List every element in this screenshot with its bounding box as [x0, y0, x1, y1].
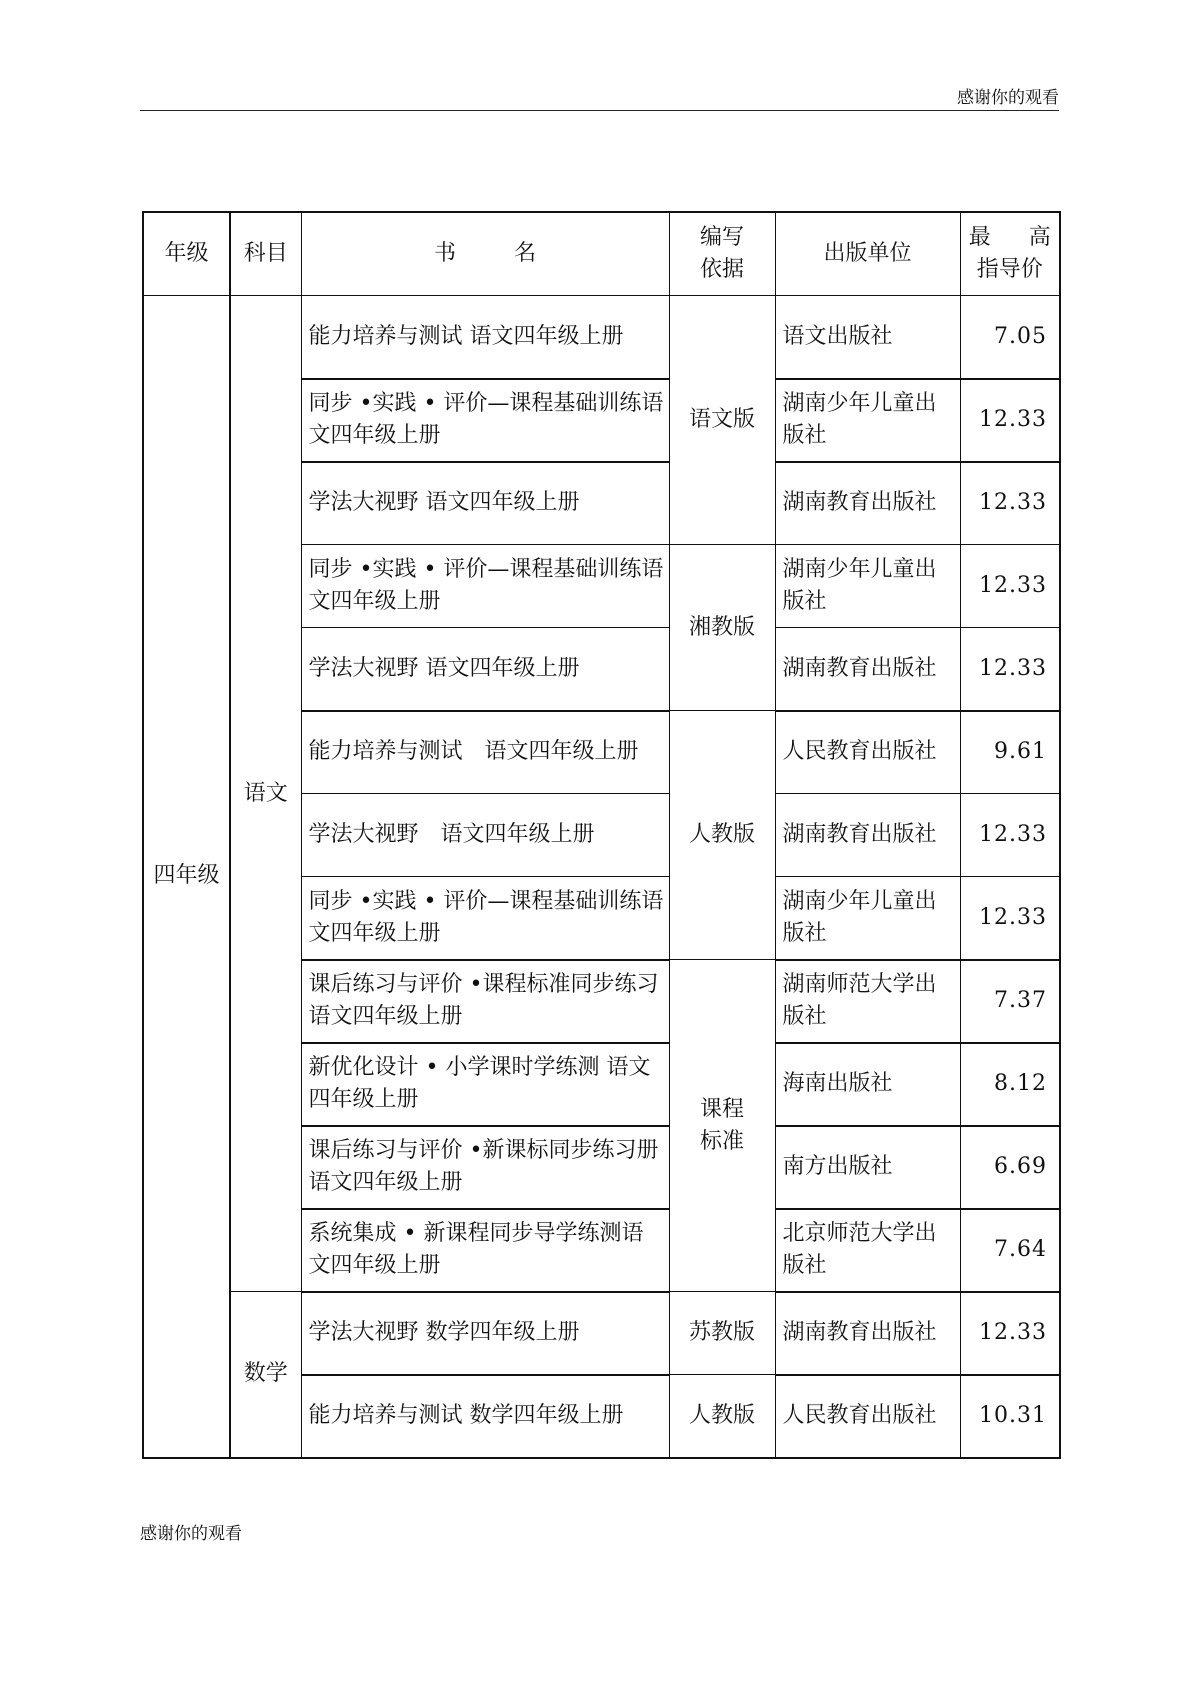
table-row [143, 1292, 1060, 1375]
price-cell: 12.33 [960, 1292, 1060, 1375]
publisher-cell: 湖南教育出版社 [775, 462, 960, 545]
publisher-cell: 海南出版社 [775, 1043, 960, 1126]
book-title-cell: 同步 •实践 • 评价—课程基础训练语文四年级上册 [301, 545, 669, 628]
table-header-row [143, 212, 1060, 296]
header-basis: 编写 依据 [669, 212, 775, 296]
price-cell: 9.61 [960, 711, 1060, 794]
book-title-cell: 能力培养与测试 语文四年级上册 [301, 711, 669, 794]
price-cell: 12.33 [960, 462, 1060, 545]
publisher-cell: 北京师范大学出版社 [775, 1209, 960, 1292]
book-title-cell: 学法大视野 语文四年级上册 [301, 628, 669, 711]
publisher-cell: 南方出版社 [775, 1126, 960, 1209]
price-cell: 12.33 [960, 628, 1060, 711]
header-book-title: 书 名 [301, 212, 669, 296]
book-title-cell: 同步 •实践 • 评价—课程基础训练语文四年级上册 [301, 877, 669, 960]
publisher-cell: 湖南少年儿童出版社 [775, 545, 960, 628]
publisher-cell: 湖南教育出版社 [775, 628, 960, 711]
publisher-cell: 人民教育出版社 [775, 711, 960, 794]
basis-cell: 课程标准 [669, 960, 775, 1292]
price-cell: 12.33 [960, 379, 1060, 462]
publisher-cell: 湖南教育出版社 [775, 1292, 960, 1375]
basis-cell: 人教版 [669, 711, 775, 960]
book-title-cell: 课后练习与评价 •课程标准同步练习 语文四年级上册 [301, 960, 669, 1043]
price-cell: 10.31 [960, 1375, 1060, 1458]
price-cell: 6.69 [960, 1126, 1060, 1209]
header-publisher: 出版单位 [775, 212, 960, 296]
book-title-cell: 课后练习与评价 •新课标同步练习册 语文四年级上册 [301, 1126, 669, 1209]
basis-cell: 湘教版 [669, 545, 775, 711]
publisher-cell: 湖南教育出版社 [775, 794, 960, 877]
basis-cell: 人教版 [669, 1375, 775, 1458]
book-title-cell: 系统集成 • 新课程同步导学练测语文四年级上册 [301, 1209, 669, 1292]
book-title-cell: 学法大视野 语文四年级上册 [301, 794, 669, 877]
price-cell: 12.33 [960, 877, 1060, 960]
grade-cell: 四年级 [143, 296, 230, 1458]
price-cell: 12.33 [960, 794, 1060, 877]
book-title-cell: 学法大视野 语文四年级上册 [301, 462, 669, 545]
page-header-text: 感谢你的观看 [957, 88, 1059, 108]
price-cell: 7.05 [960, 296, 1060, 379]
publisher-cell: 湖南少年儿童出版社 [775, 877, 960, 960]
book-title-cell: 新优化设计 • 小学课时学练测 语文四年级上册 [301, 1043, 669, 1126]
textbook-price-table [142, 211, 1061, 1459]
publisher-cell: 湖南少年儿童出版社 [775, 379, 960, 462]
price-cell: 8.12 [960, 1043, 1060, 1126]
price-cell: 7.64 [960, 1209, 1060, 1292]
basis-cell: 苏教版 [669, 1292, 775, 1375]
header-grade: 年级 [143, 212, 230, 296]
header-subject: 科目 [230, 212, 301, 296]
subject-cell-chinese: 语文 [230, 296, 301, 1292]
subject-cell-math: 数学 [230, 1292, 301, 1458]
table-row [143, 296, 1060, 379]
header-max-price: 最 高 指导价 [960, 212, 1060, 296]
header-rule [140, 110, 1059, 111]
basis-cell: 语文版 [669, 296, 775, 545]
book-title-cell: 能力培养与测试 语文四年级上册 [301, 296, 669, 379]
book-title-cell: 学法大视野 数学四年级上册 [301, 1292, 669, 1375]
price-cell: 12.33 [960, 545, 1060, 628]
book-title-cell: 同步 •实践 • 评价—课程基础训练语文四年级上册 [301, 379, 669, 462]
book-title-cell: 能力培养与测试 数学四年级上册 [301, 1375, 669, 1458]
page-footer-text: 感谢你的观看 [140, 1524, 242, 1544]
price-cell: 7.37 [960, 960, 1060, 1043]
publisher-cell: 湖南师范大学出版社 [775, 960, 960, 1043]
publisher-cell: 人民教育出版社 [775, 1375, 960, 1458]
publisher-cell: 语文出版社 [775, 296, 960, 379]
